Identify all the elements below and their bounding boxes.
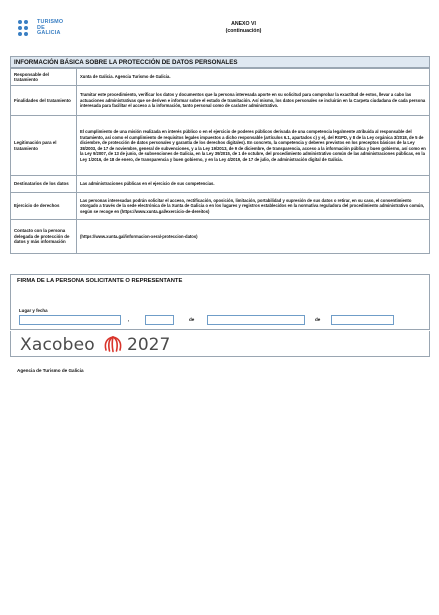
month-input[interactable]	[207, 315, 305, 325]
document-header	[0, 0, 439, 50]
row-value: Las administraciones públicas en el ejercicio de sus competencias.	[80, 181, 215, 187]
row-label: Contacto con la persona delegada de protección de datos y más información	[11, 220, 77, 253]
row-value: Las personas interesadas podrán solicitar el acceso, rectificación, oposición, limitación, portabilidad y supresión de sus datos o retirar, en su caso, el consentimiento otorgado a través de la sede electrónica de la Xunta de Galicia o en los lugares y registros establecidos en la normativa reguladora del procedimiento administrativo común, según se recoge en (https://www.xunta.gal/exercicio-de-dereitos)	[80, 197, 425, 214]
xacobeo-banner	[10, 331, 430, 357]
logo-line-3: GALICIA	[37, 30, 61, 37]
row-label: Legitimación para el tratamiento	[11, 116, 77, 175]
footer-agency-name: Agencia de Turismo de Galicia	[17, 368, 84, 373]
data-protection-table	[10, 56, 430, 254]
day-input[interactable]	[145, 315, 174, 325]
comma-separator: ,	[128, 317, 130, 322]
table-row	[11, 192, 429, 219]
annex-heading	[0, 21, 439, 34]
signature-section	[10, 274, 430, 330]
row-label: Finalidades del tratamiento	[11, 86, 77, 115]
place-date-label: Lugar y fecha	[19, 308, 48, 313]
scallop-shell-icon	[103, 335, 123, 353]
xacobeo-year: 2027	[127, 335, 171, 355]
row-value: El cumplimiento de una misión realizada en interés público o en el ejercicio de poderes públicos derivada de una competencia legalmente atribuida al responsable del tratamiento, así como el cumplimiento de requisitos legales impuestos a dicho responsable (artículos 6.1, apartados c) y e), del RGPD, y 8 de la Ley orgánica 3/2018, de 5 de diciembre, de protección de datos personales y garantía de los derechos digitales). En concreto, la competencia y deberes previstos en los preceptos básicos de la Ley 38/2003, de 17 de noviembre, general de subvenciones, y a la Ley 19/2013, de 9 de diciembre, de transparencia, acceso a la información pública y buen gobierno, así como en la Ley 9/2007, de 13 de junio, de subvenciones de Galicia, en la Ley 39/2015, de 1 de octubre, del procedimiento administrativo común de las administraciones públicas, en la Ley 1/2016, de 18 de enero, de transparencia y buen gobierno, y en la Ley 4/2019, de 17 de julio, de administración digital de Galicia.	[80, 129, 426, 162]
row-label: Destinatarios de los datos	[11, 176, 77, 192]
logo-line-2: DE	[37, 24, 45, 31]
table-row	[11, 115, 429, 175]
place-input[interactable]	[19, 315, 121, 325]
signature-title: FIRMA DE LA PERSONA SOLICITANTE O REPRESENTANTE	[17, 278, 183, 284]
row-label: Ejercicio de derechos	[11, 193, 77, 219]
row-label: Responsable del tratamiento	[11, 69, 77, 85]
de-separator-2: de	[315, 317, 321, 322]
table-row	[11, 219, 429, 253]
logo-line-1: TURISMO	[37, 19, 64, 25]
de-separator-1: de	[189, 317, 195, 322]
table-row	[11, 85, 429, 115]
row-value: Tramitar este procedimiento, verificar los datos y documentos que la persona interesada aporte en su solicitud para comprobar la exactitud de estos, llevar a cabo las actuaciones administrativas que se deriven e informar sobre el estado de tramitación. Así mismo, los datos personales se incluirán en la Carpeta ciudadana de cada persona interesada para facilitar el acceso a la información, tanto personal como de carácter administrativo.	[80, 92, 426, 109]
table-row	[11, 175, 429, 192]
annex-title: ANEXO VI	[231, 21, 256, 27]
xacobeo-wordmark: Xacobeo	[20, 335, 95, 355]
year-input[interactable]	[331, 315, 394, 325]
annex-subtitle: (continuación)	[225, 27, 262, 34]
row-value: Xunta de Galicia. Agencia Turismo de Galicia.	[80, 74, 171, 80]
table-title: INFORMACIÓN BÁSICA SOBRE LA PROTECCIÓN DE DATOS PERSONALES	[11, 57, 429, 68]
table-row	[11, 68, 429, 85]
row-value: (https://www.xunta.gal/informacion-xeral-proteccion-datos)	[80, 233, 198, 239]
